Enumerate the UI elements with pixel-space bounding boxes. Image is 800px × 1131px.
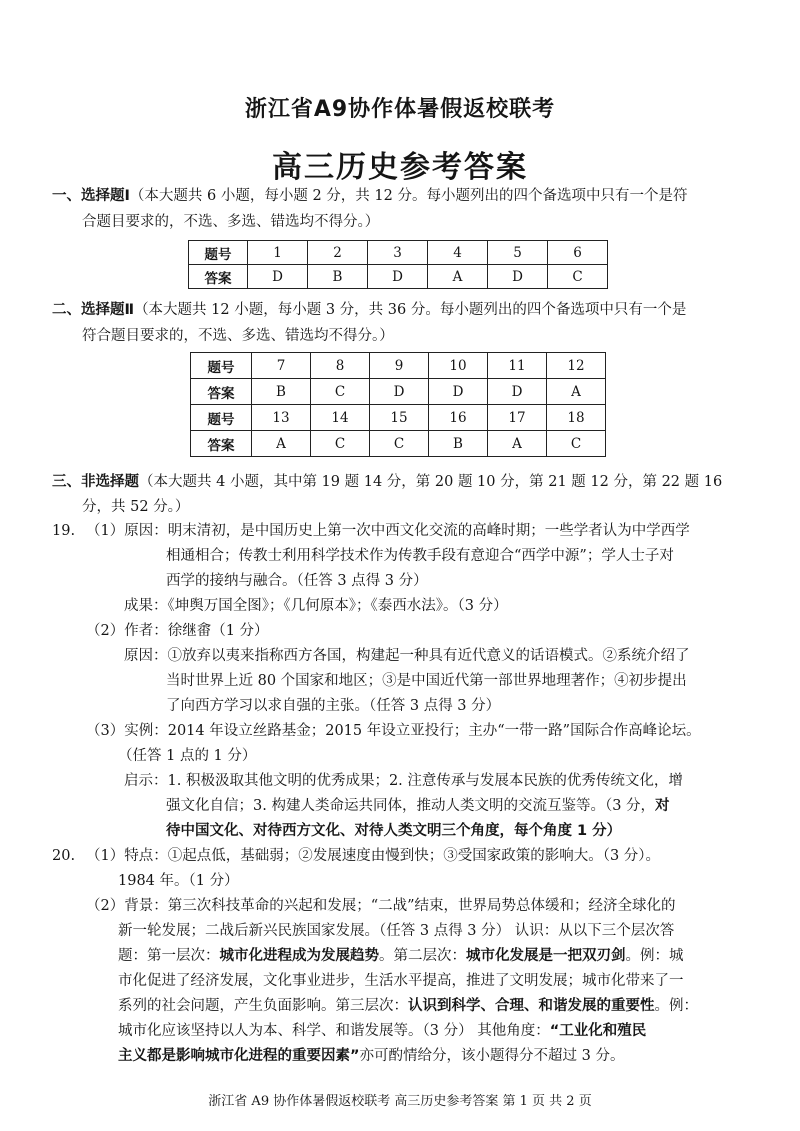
answer-cell: C [548,265,608,289]
answer-cell: A [488,431,547,457]
section2-line1 [52,298,686,323]
exam-title: 浙江省A9协作体暑假返校联考 [244,97,556,122]
section3-desc-1: （本大题共 4 小题，其中第 19 题 14 分，第 20 题 10 分，第 21 题 12 分，第 22 题 16 [139,474,723,490]
question-number: 18 [547,405,606,431]
question-number: 5 [488,241,548,265]
answer-cell: B [429,431,488,457]
section2-desc-1: （本大题共 12 小题，每小题 3 分，共 36 分。每小题列出的四个备选项中只有一个是 [134,302,687,318]
row-label-answer: 答案 [191,431,252,457]
q19-number: 19. [52,523,76,539]
section1-desc-2: 合题目要求的，不选、多选、错选均不得分。） [82,214,380,230]
answer-cell: D [429,379,488,405]
document-title: 高三历史参考答案 [272,150,528,185]
q19-part3-line3: 待中国文化、对待西方文化、对待人类文明三个角度，每个角度 1 分） [166,823,622,839]
section1-line1 [52,184,687,209]
answer-cell: D [488,265,548,289]
q20-part2-background: （2）背景：第三次科技革命的兴起和发展；“二战”结束，世界局势总体缓和；经济全球化的 [86,898,676,914]
section1-label: 一、选择题Ⅰ [52,188,130,204]
q20-text: 。第二层次： [379,948,466,964]
q20-part1-year: 1984 年。（1 分） [118,873,239,889]
question-number: 15 [370,405,429,431]
table-row [191,405,606,431]
q20-text: 题：第一层次： [118,948,220,964]
q19-part1-results: 成果：《坤舆万国全图》；《几何原本》；《泰西水法》。（3 分） [124,598,508,614]
answer-cell: B [252,379,311,405]
q20-part2-line4: 市化促进了经济发展，文化事业进步，生活水平提高，推进了文明发展；城市化带来了一 [118,973,684,989]
q19-part2-line2: 当时世界上近 80 个国家和地区；③是中国近代第一部世界地理著作；④初步提出 [166,673,687,689]
answer-cell: A [252,431,311,457]
answer-cell: A [547,379,606,405]
answer-cell: B [308,265,368,289]
q20-bold-text: “工业化和殖民 [549,1023,647,1039]
question-number: 4 [428,241,488,265]
table-row [189,265,608,289]
answer-cell: D [248,265,308,289]
row-label-number: 题号 [191,353,252,379]
q20-part2-line3 [118,944,684,969]
section2-label: 二、选择题Ⅱ [52,302,135,318]
q20-part2-line7 [118,1044,624,1069]
q20-part1-features: （1）特点：①起点低，基础弱；②发展速度由慢到快；③受国家政策的影响大。（3 分）。 [86,848,661,864]
row-label-number: 题号 [191,405,252,431]
question-number: 8 [311,353,370,379]
section1-answer-table [188,240,608,289]
question-number: 2 [308,241,368,265]
q19-part3-examples: （3）实例：2014 年设立丝路基金；2015 年设立亚投行；主办“一带一路”国际合作高峰论坛。 [86,723,701,739]
q20-text: 系列的社会问题，产生负面影响。第三层次： [118,998,408,1014]
answer-cell: D [370,379,429,405]
q20-bold-text: 认识到科学、合理、和谐发展的重要性 [408,998,655,1014]
answer-cell: C [311,379,370,405]
question-number: 13 [252,405,311,431]
q19-part3-line2 [166,794,670,819]
section3-line1 [52,470,722,495]
q20-part2-line2: 新一轮发展；二战后新兴民族国家发展。（任答 3 点得 3 分） 认识：从以下三个层次答 [118,923,675,939]
row-label-answer: 答案 [189,265,248,289]
section1-desc-1: （本大题共 6 小题，每小题 2 分，共 12 分。每小题列出的四个备选项中只有一个是符 [129,188,688,204]
q19-part2-reason: 原因：①放弃以夷来指称西方各国，构建起一种具有近代意义的话语模式。②系统介绍了 [124,648,690,664]
question-number: 14 [311,405,370,431]
row-label-number: 题号 [189,241,248,265]
q19-part1-line3: 西学的接纳与融合。（任答 3 点得 3 分） [166,573,428,589]
q19-part3-insight: 启示：1. 积极汲取其他文明的优秀成果；2. 注意传承与发展本民族的优秀传统文化，增 [124,773,683,789]
section3-label: 三、非选择题 [52,474,139,490]
q19-part2-author: （2）作者：徐继畬（1 分） [86,623,269,639]
q19-part3-score: （任答 1 点的 1 分） [118,748,257,764]
question-number: 1 [248,241,308,265]
section2-desc-2: 符合题目要求的，不选、多选、错选均不得分。） [82,328,394,344]
q19-part3-line2-text: 强文化自信；3. 构建人类命运共同体，推动人类文明的交流互鉴等。（3 分， [166,798,656,814]
section3-desc-2: 分，共 52 分。） [82,499,190,515]
question-number: 10 [429,353,488,379]
answer-cell: D [488,379,547,405]
section2-answer-table [190,352,606,457]
q19-part2-line3: 了向西方学习以求自强的主张。（任答 3 点得 3 分） [166,698,501,714]
q20-bold-text: 城市化进程成为发展趋势 [219,948,379,964]
question-number: 12 [547,353,606,379]
q20-number: 20. [52,848,76,864]
q19-part3-line2-bold: 对 [655,798,670,814]
table-row [191,379,606,405]
row-label-answer: 答案 [191,379,252,405]
question-number: 11 [488,353,547,379]
answer-cell: C [547,431,606,457]
question-number: 9 [370,353,429,379]
q19-part1-line2: 相通相合；传教士利用科学技术作为传教手段有意迎合“西学中源”；学人士子对 [166,548,674,564]
question-number: 17 [488,405,547,431]
q20-bold-text: 主义都是影响城市化进程的重要因素” [118,1048,360,1064]
answer-cell: A [428,265,488,289]
table-row [191,431,606,457]
q20-text: 。例：城 [625,948,684,964]
question-number: 16 [429,405,488,431]
q19-part1-reason: （1）原因：明末清初，是中国历史上第一次中西文化交流的高峰时期；一些学者认为中学西学 [86,523,690,539]
answer-cell: C [370,431,429,457]
question-number: 6 [548,241,608,265]
answer-cell: D [368,265,428,289]
q20-text: 城市化应该坚持以人为本、科学、和谐发展等。（3 分） 其他角度： [118,1023,550,1039]
q20-part2-line5 [118,994,698,1019]
table-row [189,241,608,265]
q20-bold-text: 城市化发展是一把双刃剑 [466,948,626,964]
table-row [191,353,606,379]
q20-text: 。例： [654,998,698,1014]
question-number: 3 [368,241,428,265]
question-number: 7 [252,353,311,379]
page-footer: 浙江省 A9 协作体暑假返校联考 高三历史参考答案 第 1 页 共 2 页 [208,1094,592,1109]
q20-text: 亦可酌情给分，该小题得分不超过 3 分。 [359,1048,625,1064]
answer-cell: C [311,431,370,457]
q20-part2-line6 [118,1019,646,1044]
